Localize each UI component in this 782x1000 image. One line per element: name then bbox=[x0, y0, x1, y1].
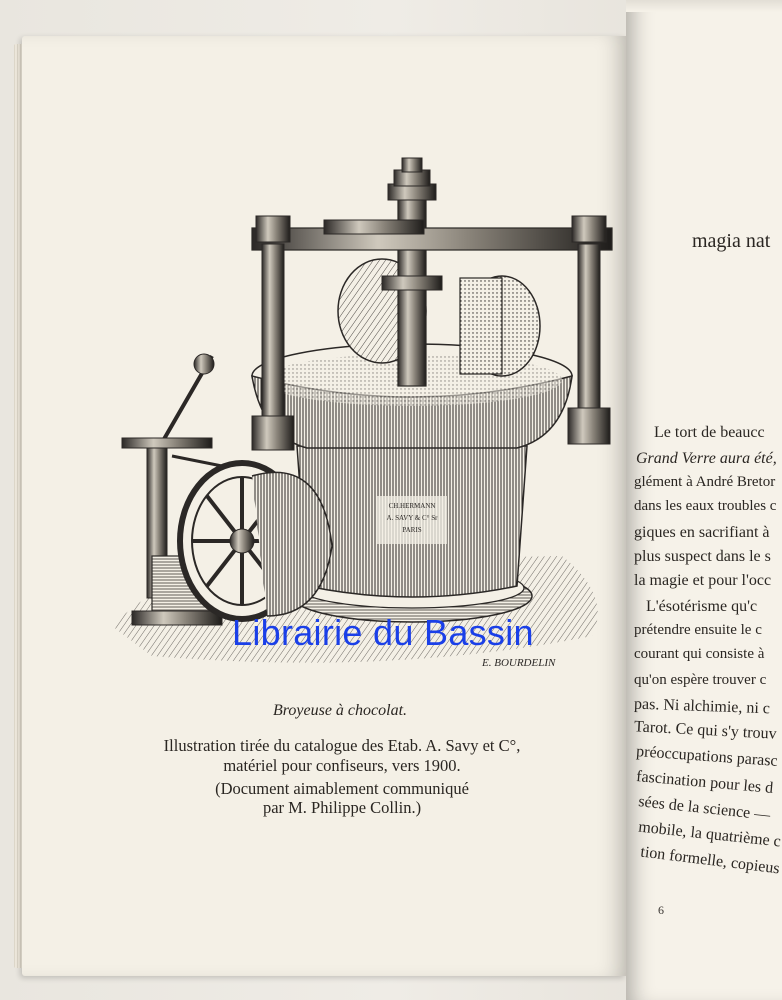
right-text-line: giques en sacrifiant à bbox=[634, 524, 770, 541]
right-text-line: pas. Ni alchimie, ni c bbox=[633, 695, 771, 718]
right-text-line: L'ésotérisme qu'c bbox=[646, 598, 758, 615]
right-text-line: courant qui consiste à bbox=[634, 646, 765, 662]
right-text-line: Tarot. Ce qui s'y trouv bbox=[633, 718, 778, 743]
plaque-line-2: A. SAVY & C° Sr bbox=[386, 514, 438, 522]
right-text-line: Le tort de beaucc bbox=[654, 424, 765, 441]
right-page-top-edge bbox=[626, 0, 782, 12]
right-text-line: prétendre ensuite le c bbox=[634, 622, 762, 638]
right-text-line: tion formelle, copieus bbox=[639, 843, 781, 878]
right-text-line: dans les eaux troubles c bbox=[634, 498, 777, 514]
right-text-line: sées de la science — bbox=[637, 793, 771, 824]
watermark: Librairie du Bassin bbox=[232, 612, 534, 653]
right-text-line: mobile, la quatrième c bbox=[637, 818, 782, 851]
caption-line: matériel pour confiseurs, vers 1900. bbox=[223, 756, 461, 775]
right-text-line: la magie et pour l'occ bbox=[634, 572, 772, 589]
plaque-line-1: CH.HERMANN bbox=[388, 502, 436, 510]
right-text-line: plus suspect dans le s bbox=[634, 548, 771, 565]
engraver-signature: E. BOURDELIN bbox=[482, 657, 556, 669]
caption-line: (Document aimablement communiqué bbox=[215, 779, 469, 798]
chocolate-grinder-engraving bbox=[92, 156, 632, 686]
caption-line: Illustration tirée du catalogue des Etab. A. Savy et C°, bbox=[163, 736, 521, 755]
right-page-heading: magia nat bbox=[692, 230, 771, 252]
right-text-line: glément à André Bretor bbox=[634, 474, 776, 490]
right-text-line: Grand Verre aura été, bbox=[636, 450, 777, 467]
page-number: 6 bbox=[658, 903, 664, 917]
right-text-line: qu'on espère trouver c bbox=[634, 672, 767, 688]
caption-line: par M. Philippe Collin.) bbox=[262, 798, 422, 817]
plaque-line-3: PARIS bbox=[402, 526, 422, 534]
right-text-line: fascination pour les d bbox=[635, 768, 774, 797]
right-text-line: préoccupations parasc bbox=[635, 743, 779, 770]
caption-title: Broyeuse à chocolat. bbox=[272, 702, 408, 719]
